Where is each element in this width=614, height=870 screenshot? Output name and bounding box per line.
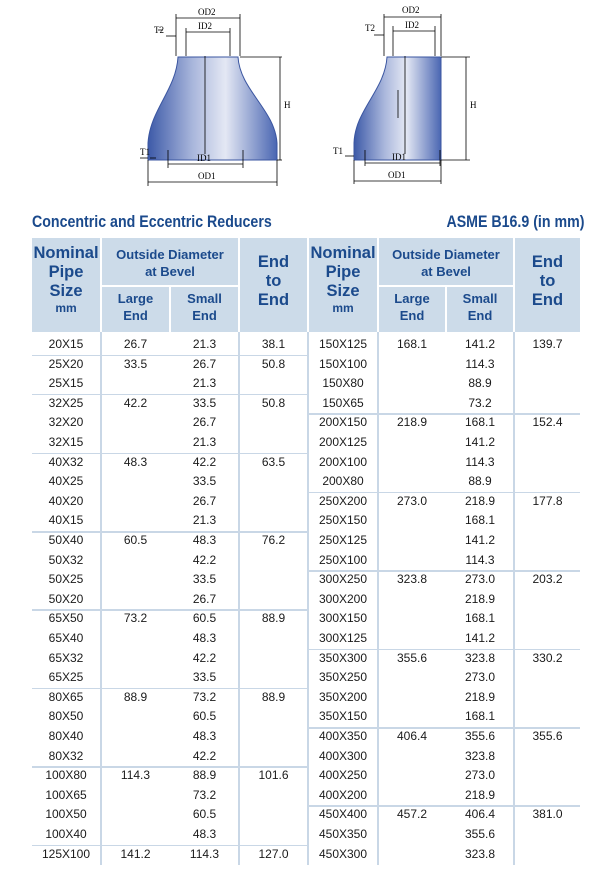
small-end-cell: 26.7 [192,493,217,508]
table-row [32,609,307,629]
large-end-cell: 88.9 [123,689,148,704]
ete-header-line: End [531,253,564,271]
table-row [32,825,307,845]
table-row [309,511,580,531]
table-row [32,374,307,394]
nominal-size-cell: 300X250 [318,572,368,587]
end-to-end-cell: 88.9 [261,689,286,704]
large-end-cell: 33.5 [123,356,148,371]
od-header-line: Outside Diameter [392,247,500,262]
reducer-diagrams [0,0,614,210]
table-row [309,727,580,747]
table-row [32,805,307,825]
header-divider [238,238,240,332]
id1-label-ecc: ID1 [392,152,406,162]
table-row [309,629,580,649]
nominal-size-cell: 200X100 [318,454,368,469]
nominal-size-cell: 40X20 [48,493,84,508]
header-divider [445,286,447,332]
nominal-unit: mm [55,301,77,315]
nominal-size-cell: 40X25 [48,474,84,489]
nominal-size-cell: 100X40 [45,827,87,841]
large-end-cell: 73.2 [123,611,148,626]
large-end-line: End [123,308,148,323]
t1-label: T1 [140,147,150,157]
small-end-cell: 141.2 [464,631,496,645]
h-label: H [284,100,291,110]
large-end-cell: 218.9 [396,415,428,430]
small-end-cell: 168.1 [464,415,496,430]
nominal-size-cell: 200X125 [318,435,368,449]
small-end-cell: 141.2 [464,435,496,449]
table-row [32,747,307,767]
end-to-end-cell: 139.7 [532,337,563,351]
ete-header-line: End [531,291,564,309]
nominal-size-cell: 40X32 [48,454,84,469]
small-end-cell: 48.3 [192,631,217,645]
header-divider [307,238,309,332]
nominal-header-line: Pipe [325,263,361,281]
small-end-cell: 141.2 [464,337,496,351]
end-to-end-cell: 38.1 [261,337,286,351]
table-row [309,668,580,688]
small-end-cell: 114.3 [465,552,495,567]
nominal-header-line: Nominal [310,244,376,262]
nominal-header-line: Nominal [33,244,99,262]
table-row [32,845,307,865]
nominal-size-cell: 350X200 [318,689,368,704]
small-end-cell: 218.9 [464,591,496,606]
small-end-cell: 60.5 [192,611,217,626]
nominal-size-cell: 250X100 [318,552,368,567]
end-to-end-cell: 63.5 [261,454,286,469]
reducer-drawings [0,0,614,210]
table-row [32,472,307,492]
table-row [32,413,307,433]
nominal-size-cell: 50X40 [48,533,84,547]
nominal-size-cell: 400X250 [318,768,368,783]
small-end-cell: 73.2 [192,689,217,704]
small-end-cell: 26.7 [192,591,217,606]
large-end-cell: 48.3 [123,454,148,469]
small-end-cell: 168.1 [464,709,496,724]
nominal-size-cell: 32X15 [48,435,84,449]
small-end-cell: 26.7 [192,356,217,371]
nominal-size-cell: 65X50 [48,611,84,626]
nominal-size-cell: 80X40 [48,729,84,743]
od-header-right [379,246,513,280]
end-to-end-header-right [515,253,580,310]
large-end-cell: 168.1 [396,337,428,351]
small-end-cell: 42.2 [192,650,217,665]
id2-label: ID2 [198,21,212,31]
small-end-cell: 33.5 [192,572,217,587]
table-row [309,688,580,708]
end-to-end-cell: 88.9 [261,611,286,626]
small-end-cell: 48.3 [192,827,217,841]
table-row [309,492,580,512]
nominal-size-cell: 150X80 [322,376,364,391]
nominal-size-cell: 150X125 [318,337,368,351]
end-to-end-header [240,253,307,310]
small-end-cell: 88.9 [468,474,492,489]
large-end-cell: 60.5 [123,533,148,547]
small-end-cell: 218.9 [464,689,496,704]
od2-label: OD2 [198,7,216,17]
small-end-cell: 33.5 [192,474,217,489]
large-end-cell: 406.4 [396,729,428,743]
small-end-cell: 21.3 [192,513,217,528]
large-end-cell: 457.2 [396,807,428,822]
small-end-cell: 168.1 [464,513,496,528]
nominal-size-cell: 65X25 [48,670,84,685]
nominal-size-cell: 32X25 [48,395,84,410]
small-end-cell: 114.3 [465,454,495,469]
small-end-cell: 73.2 [468,395,492,410]
od1-label: OD1 [198,171,216,181]
nominal-header-line: Size [326,282,360,300]
large-end-cell: 26.7 [123,337,148,351]
table-row [32,492,307,512]
large-end-cell: 273.0 [396,493,428,508]
table-row [309,805,580,825]
header-divider [513,238,515,332]
table-row [32,668,307,688]
table-row [32,727,307,747]
small-end-cell: 141.2 [464,533,496,547]
table-titles [32,213,584,235]
table-row [32,355,307,375]
standard-label: ASME B16.9 (in mm) [446,213,584,231]
nominal-size-cell: 80X50 [48,709,84,724]
od1-label-ecc: OD1 [388,170,406,180]
end-to-end-cell: 101.6 [258,768,289,783]
table-row [309,453,580,473]
t2-label: T2 [154,25,164,35]
nominal-size-cell: 450X300 [318,846,368,861]
table-row [309,355,580,375]
small-end-cell: 168.1 [464,611,496,626]
table-row [32,688,307,708]
nominal-size-cell: 200X80 [322,474,364,489]
table-row [309,649,580,669]
nominal-size-cell: 250X125 [318,533,368,547]
ete-header-line: End [257,253,290,271]
table-header [32,238,580,332]
small-end-cell: 88.9 [192,768,217,783]
small-end-cell: 48.3 [192,729,217,743]
small-end-cell: 218.9 [464,787,496,802]
ete-header-line: End [257,291,290,309]
small-end-cell: 60.5 [192,709,217,724]
table-row [309,825,580,845]
t1-label-ecc: T1 [333,146,343,156]
large-end-cell: 114.3 [120,768,151,783]
table-row [32,551,307,571]
nominal-size-cell: 150X65 [322,395,364,410]
end-to-end-cell: 127.0 [258,846,289,861]
small-end-cell: 406.4 [464,807,496,822]
small-end-cell: 21.3 [192,435,217,449]
small-end-cell: 355.6 [464,827,496,841]
nominal-size-cell: 300X150 [318,611,368,626]
small-end-line: End [467,308,493,323]
table-row [309,531,580,551]
small-end-cell: 114.3 [465,356,495,371]
nominal-size-cell: 450X400 [318,807,368,822]
table-row [32,531,307,551]
small-end-header-right [447,290,513,324]
table-row [32,394,307,414]
od-header [102,246,238,280]
table-row [32,570,307,590]
table-row [32,590,307,610]
nominal-header-right [309,244,377,316]
nominal-size-cell: 50X25 [48,572,84,587]
nominal-size-cell: 400X350 [318,729,368,743]
nominal-size-cell: 250X200 [318,493,368,508]
table-row [32,629,307,649]
nominal-size-cell: 50X20 [48,591,84,606]
nominal-size-cell: 100X80 [45,768,87,783]
nominal-unit: mm [332,301,354,315]
nominal-size-cell: 300X200 [318,591,368,606]
h-label-ecc: H [470,100,477,110]
end-to-end-cell: 203.2 [532,572,563,587]
nominal-size-cell: 25X20 [48,356,84,371]
table-row [309,786,580,806]
table-row [32,453,307,473]
large-end-header [102,290,169,324]
nominal-size-cell: 50X32 [48,552,84,567]
small-end-cell: 33.5 [192,395,217,410]
nominal-size-cell: 400X300 [318,748,368,763]
table-row [309,570,580,590]
large-end-cell: 42.2 [123,395,148,410]
table-row [309,609,580,629]
od-header-line: at Bevel [145,264,195,279]
od-header-line: at Bevel [421,264,471,279]
nominal-size-cell: 100X65 [45,787,87,802]
header-divider [169,286,171,332]
nominal-size-cell: 350X150 [318,709,368,724]
nominal-size-cell: 65X32 [48,650,84,665]
small-end-cell: 42.2 [192,552,217,567]
large-end-line: End [399,308,425,323]
table-row [309,845,580,865]
small-end-cell: 26.7 [192,415,217,430]
nominal-size-cell: 400X200 [318,787,368,802]
table-row [32,511,307,531]
small-end-cell: 355.6 [464,729,496,743]
large-end-cell: 141.2 [120,846,151,861]
small-end-cell: 60.5 [192,807,217,822]
eccentric-reducer-drawing [345,14,470,184]
small-end-line: End [192,308,217,323]
small-end-cell: 114.3 [189,846,220,861]
small-end-cell: 323.8 [464,748,496,763]
table-row [32,335,307,355]
od-header-line: Outside Diameter [116,247,224,262]
end-to-end-cell: 330.2 [532,650,563,665]
nominal-header-line: Pipe [48,263,84,281]
table-title: Concentric and Eccentric Reducers [32,213,272,231]
nominal-header-line: Size [49,282,83,300]
nominal-size-cell: 100X50 [45,807,87,822]
table-body [32,332,580,865]
od2-label-ecc: OD2 [402,5,420,15]
small-end-cell: 88.9 [468,376,492,391]
large-end-header-right [379,290,445,324]
large-end-line: Large [394,291,430,306]
concentric-reducer-drawing [140,14,282,186]
small-end-cell: 273.0 [464,670,496,685]
id1-label: ID1 [197,153,211,163]
nominal-size-cell: 40X15 [48,513,84,528]
table-row [309,707,580,727]
end-to-end-cell: 355.6 [532,729,563,743]
small-end-cell: 218.9 [464,493,496,508]
table-row [309,374,580,394]
small-end-cell: 42.2 [192,748,217,763]
nominal-size-cell: 300X125 [318,631,368,645]
small-end-cell: 323.8 [464,846,496,861]
end-to-end-cell: 76.2 [261,533,286,547]
nominal-size-cell: 450X350 [318,827,368,841]
small-end-header [171,290,238,324]
nominal-size-cell: 80X32 [48,748,84,763]
t2-label-ecc: T2 [365,23,375,33]
ete-header-line: to [265,272,282,290]
nominal-size-cell: 350X250 [318,670,368,685]
end-to-end-cell: 381.0 [532,807,563,822]
small-end-cell: 21.3 [192,376,217,391]
table-row [309,394,580,414]
nominal-size-cell: 125X100 [41,846,91,861]
table-row [309,747,580,767]
ete-header-line: to [539,272,556,290]
header-divider [379,285,513,287]
header-divider [102,285,238,287]
table-row [32,766,307,786]
small-end-cell: 42.2 [192,454,217,469]
large-end-cell: 355.6 [396,650,428,665]
table-row [309,413,580,433]
nominal-header [32,244,100,316]
small-end-cell: 273.0 [464,768,496,783]
small-end-cell: 48.3 [192,533,217,547]
table-row [32,786,307,806]
end-to-end-cell: 50.8 [261,395,286,410]
small-end-line: Small [462,291,498,306]
table-row [309,590,580,610]
nominal-size-cell: 32X20 [48,415,84,430]
nominal-size-cell: 200X150 [318,415,368,430]
table-row [309,335,580,355]
nominal-size-cell: 250X150 [318,513,368,528]
end-to-end-cell: 177.8 [532,493,563,508]
large-end-line: Large [117,291,154,306]
end-to-end-cell: 152.4 [532,415,563,430]
nominal-size-cell: 80X65 [48,689,84,704]
table-row [32,707,307,727]
small-end-cell: 273.0 [464,572,496,587]
small-end-cell: 323.8 [464,650,496,665]
nominal-size-cell: 150X100 [318,356,368,371]
table-row [309,551,580,571]
nominal-size-cell: 65X40 [48,631,84,645]
large-end-cell: 323.8 [396,572,428,587]
nominal-size-cell: 350X300 [318,650,368,665]
id2-label-ecc: ID2 [405,20,419,30]
small-end-line: Small [187,291,222,306]
nominal-size-cell: 25X15 [48,376,84,391]
table-row [309,766,580,786]
small-end-cell: 33.5 [192,670,217,685]
table-row [32,433,307,453]
table-row [309,433,580,453]
small-end-cell: 21.3 [192,337,217,351]
reducer-table [32,238,580,865]
end-to-end-cell: 50.8 [261,356,286,371]
nominal-size-cell: 20X15 [48,337,84,351]
table-row [309,472,580,492]
small-end-cell: 73.2 [192,787,217,802]
table-row [32,649,307,669]
